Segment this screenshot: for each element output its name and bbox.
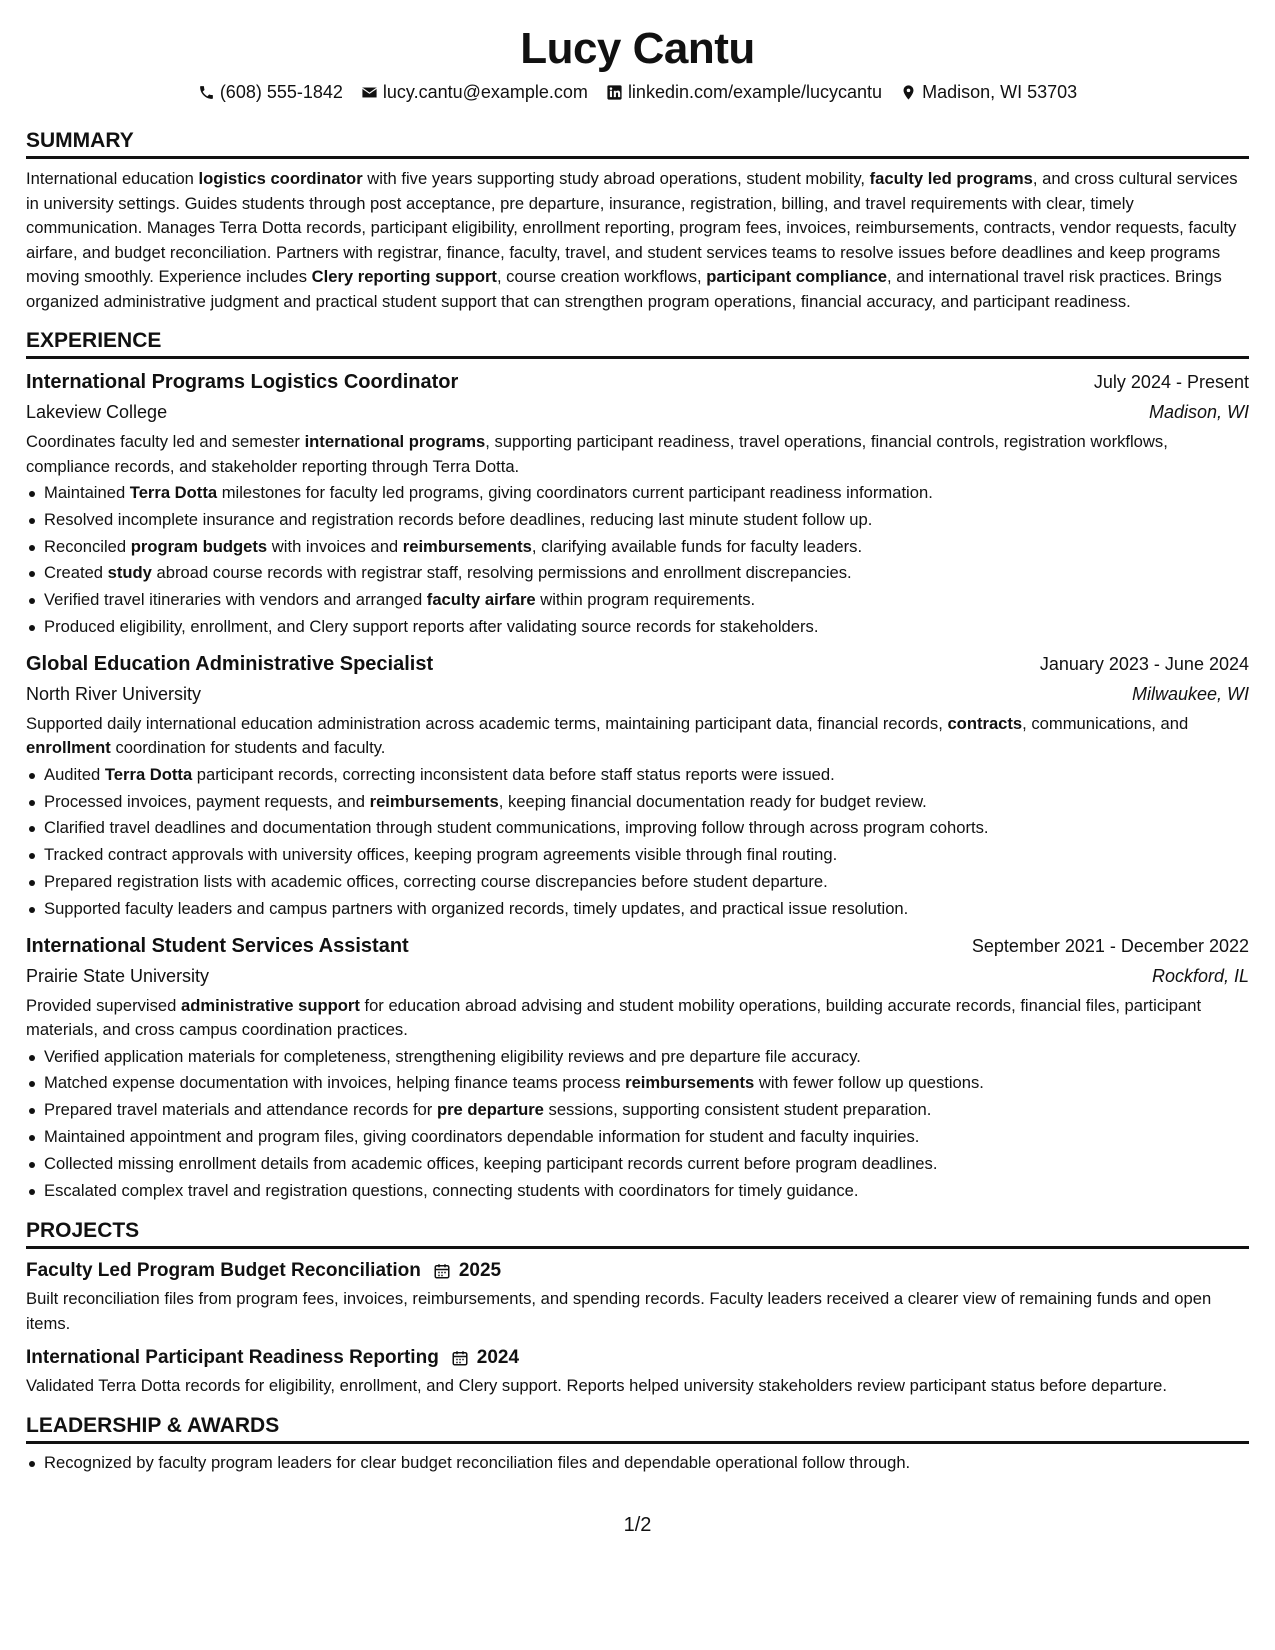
job-entry (26, 931, 1249, 1205)
text-run: Reconciled (44, 536, 131, 556)
summary-section (26, 128, 1249, 314)
bullet-item (26, 1124, 1249, 1151)
bullet-item (26, 1151, 1249, 1178)
job-list (26, 367, 1249, 1204)
bold-phrase: reimbursements (625, 1073, 755, 1093)
text-run: Prepared travel materials and attendance records for (44, 1100, 437, 1120)
job-organization: Prairie State University (26, 965, 210, 986)
bold-phrase: participant compliance (706, 267, 888, 286)
bullet-item (26, 507, 1249, 534)
linkedin-text: linkedin.com/example/lucycantu (627, 82, 883, 102)
text-run: Coordinates faculty led and semester (26, 432, 305, 451)
text-run: with five years supporting study abroad operations, student mobility, (362, 169, 870, 188)
bullet-item: Recognized by faculty program leaders for clear budget reconciliation files and dependable operational follow through. (26, 1450, 1249, 1477)
contact-email (361, 80, 588, 104)
text-run: participant records, correcting inconsistent data before staff status reports were issued. (192, 764, 835, 784)
bullet-item (26, 762, 1249, 789)
calendar-icon (433, 1262, 451, 1280)
project-description: Validated Terra Dotta records for eligibility, enrollment, and Clery support. Reports helped university stakeholders review participant status before departure. (26, 1376, 1167, 1396)
envelope-icon (361, 84, 378, 101)
project-title: International Participant Readiness Reporting (26, 1347, 439, 1369)
text-run: Audited (44, 764, 105, 784)
bullet-item (26, 614, 1249, 641)
text-run: Processed invoices, payment requests, and (44, 791, 370, 811)
job-title: Global Education Administrative Specialist (26, 652, 434, 675)
bold-phrase: enrollment (26, 738, 111, 758)
project-year (451, 1344, 519, 1372)
text-run: sessions, supporting consistent student preparation. (543, 1100, 932, 1120)
text-run: Clarified travel deadlines and documentation through student communications, improving follow through across program cohorts. (44, 818, 989, 838)
bold-phrase: faculty airfare (426, 590, 536, 610)
project-title: Faculty Led Program Budget Reconciliation (26, 1260, 421, 1282)
section-title-experience: EXPERIENCE (26, 328, 1249, 359)
bullet-item (26, 1097, 1249, 1124)
job-entry (26, 367, 1249, 641)
bold-phrase: administrative support (180, 995, 360, 1015)
text-run: Tracked contract approvals with university offices, keeping program agreements visible through final routing. (44, 845, 838, 865)
text-run: , supporting participant readiness, travel operations, financial controls, registration workflows, compliance records, and stakeholder reporting through Terra Dotta. (26, 432, 1168, 476)
job-title: International Student Services Assistant (26, 934, 409, 957)
email-text: lucy.cantu@example.com (382, 82, 588, 102)
text-run: Provided supervised (26, 995, 181, 1015)
project-year (433, 1257, 501, 1285)
map-pin-icon (900, 84, 917, 101)
bold-phrase: logistics coordinator (198, 169, 363, 188)
resume-page (26, 22, 1249, 1477)
section-title-summary: SUMMARY (26, 128, 1249, 159)
job-location: Rockford, IL (1151, 965, 1249, 986)
text-run: Resolved incomplete insurance and registration records before deadlines, reducing last minute student follow up. (44, 509, 873, 529)
text-run: Maintained (44, 483, 130, 502)
bold-phrase: reimbursements (402, 536, 532, 556)
job-org-row (26, 397, 1249, 427)
text-run: Prepared registration lists with academic offices, correcting course discrepancies before student departure. (44, 871, 828, 891)
job-description (26, 712, 1249, 761)
project-year-text: 2024 (476, 1347, 520, 1369)
bullet-item (26, 842, 1249, 869)
bullet-item (26, 789, 1249, 816)
job-location: Madison, WI (1148, 402, 1249, 422)
text-run: , course creation workflows, (496, 267, 707, 286)
text-run: Collected missing enrollment details from academic offices, keeping participant records current before program deadlines. (44, 1153, 938, 1173)
summary-text (26, 167, 1249, 314)
job-header-row (26, 931, 1249, 961)
experience-section (26, 328, 1249, 1204)
job-description (26, 994, 1249, 1043)
text-run: Verified application materials for completeness, strengthening eligibility reviews and pre departure file accuracy. (44, 1046, 861, 1066)
contact-linkedin (606, 80, 882, 104)
job-organization: North River University (26, 683, 202, 704)
project-year-text: 2025 (458, 1260, 502, 1282)
job-title: International Programs Logistics Coordinator (26, 371, 459, 393)
phone-icon (198, 84, 215, 101)
section-title-projects: PROJECTS (26, 1218, 1249, 1249)
job-header-row (26, 649, 1249, 679)
bold-phrase: Terra Dotta (104, 764, 193, 784)
bullet-item (26, 534, 1249, 561)
bold-phrase: faculty led programs (869, 169, 1033, 188)
job-bullets (26, 1044, 1249, 1205)
text-run: Produced eligibility, enrollment, and Clery support reports after validating source records for stakeholders. (44, 616, 819, 636)
bold-phrase: pre departure (436, 1100, 544, 1120)
job-dates: July 2024 - Present (1093, 372, 1249, 392)
leadership-section (26, 1413, 1249, 1477)
job-entry (26, 649, 1249, 923)
bullet-item (26, 869, 1249, 896)
text-run: Created (44, 563, 108, 583)
text-run: , keeping financial documentation ready for budget review. (498, 791, 927, 811)
bullet-item (26, 560, 1249, 587)
text-run: with invoices and (267, 536, 403, 556)
job-header-row (26, 367, 1249, 397)
job-bullets (26, 480, 1249, 641)
project-header (26, 1257, 1249, 1285)
project-description: Built reconciliation files from program fees, invoices, reimbursements, and spending records. Faculty leaders received a clearer view of remaining funds and open items. (26, 1289, 1212, 1333)
bold-phrase: international programs (304, 432, 486, 451)
text-run: , clarifying available funds for faculty leaders. (531, 536, 863, 556)
bullet-item (26, 1044, 1249, 1071)
bold-phrase: Terra Dotta (129, 483, 218, 502)
text-run: Matched expense documentation with invoices, helping finance teams process (44, 1073, 626, 1093)
candidate-name: Lucy Cantu (520, 24, 755, 73)
job-dates: January 2023 - June 2024 (1039, 653, 1249, 674)
text-run: Maintained appointment and program files, giving coordinators dependable information for student and faculty inquiries. (44, 1126, 920, 1146)
linkedin-icon (606, 84, 623, 101)
bold-phrase: Clery reporting support (311, 267, 497, 286)
text-run: International education (26, 169, 199, 188)
contact-phone (198, 80, 343, 104)
job-description (26, 430, 1249, 479)
text-run: abroad course records with registrar staff, resolving permissions and enrollment discrepancies. (151, 563, 852, 583)
bold-phrase: program budgets (130, 536, 268, 556)
text-run: , and international travel risk practices. Brings organized administrative judgment and practical student support that can strengthen program operations, financial accuracy, and participant readiness. (26, 267, 1222, 311)
project-list (26, 1257, 1249, 1399)
job-bullets (26, 762, 1249, 923)
phone-text: (608) 555-1842 (219, 82, 343, 102)
text-run: with fewer follow up questions. (754, 1073, 984, 1093)
bullet-item (26, 587, 1249, 614)
contact-bar (26, 80, 1249, 104)
bullet-item (26, 480, 1249, 507)
text-run: Supported daily international education administration across academic terms, maintaining participant data, financial records, (26, 713, 948, 733)
bullet-item (26, 1178, 1249, 1205)
text-run: Escalated complex travel and registration questions, connecting students with coordinators for timely guidance. (44, 1180, 859, 1200)
project-header (26, 1344, 1249, 1372)
contact-location (900, 80, 1077, 104)
job-org-row (26, 961, 1249, 991)
calendar-icon (451, 1349, 469, 1367)
location-text: Madison, WI 53703 (922, 82, 1078, 102)
project-entry (26, 1344, 1249, 1399)
text-run: milestones for faculty led programs, giving coordinators current participant readiness information. (217, 483, 933, 502)
bullet-item (26, 896, 1249, 923)
leadership-list (26, 1450, 1249, 1477)
text-run: , communications, and (1022, 713, 1189, 733)
text-run: coordination for students and faculty. (110, 738, 386, 758)
bullet-item (26, 1070, 1249, 1097)
job-dates: September 2021 - December 2022 (971, 935, 1249, 956)
project-entry (26, 1257, 1249, 1336)
text-run: within program requirements. (535, 590, 756, 610)
text-run: for education abroad advising and student mobility operations, building accurate records, financial files, participant materials, and cross campus coordination practices. (26, 995, 1202, 1040)
bold-phrase: reimbursements (369, 791, 499, 811)
bold-phrase: study (107, 563, 152, 583)
page-number: 1/2 (623, 1514, 652, 1536)
text-run: Verified travel itineraries with vendors and arranged (44, 590, 427, 610)
text-run: , and cross cultural services in university settings. Guides students through post acceptance, pre departure, insurance, registration, billing, and travel requirements with clear, timely communication. Manages Terra Dotta records, participant eligibility, enrollment reporting, program fees, invoices, reimbursements, contracts, vendor requests, faculty airfare, and budget reconciliation. Partners with registrar, finance, faculty, travel, and student services teams to resolve issues before deadlines and keep programs moving smoothly. Experience includes (26, 169, 1238, 286)
bullet-item (26, 815, 1249, 842)
job-org-row (26, 679, 1249, 709)
job-location: Milwaukee, WI (1131, 683, 1249, 704)
bold-phrase: contracts (947, 713, 1023, 733)
section-title-leadership: LEADERSHIP & AWARDS (26, 1413, 1249, 1444)
projects-section (26, 1218, 1249, 1399)
job-organization: Lakeview College (26, 402, 168, 422)
text-run: Supported faculty leaders and campus partners with organized records, timely updates, and practical issue resolution. (44, 898, 909, 918)
